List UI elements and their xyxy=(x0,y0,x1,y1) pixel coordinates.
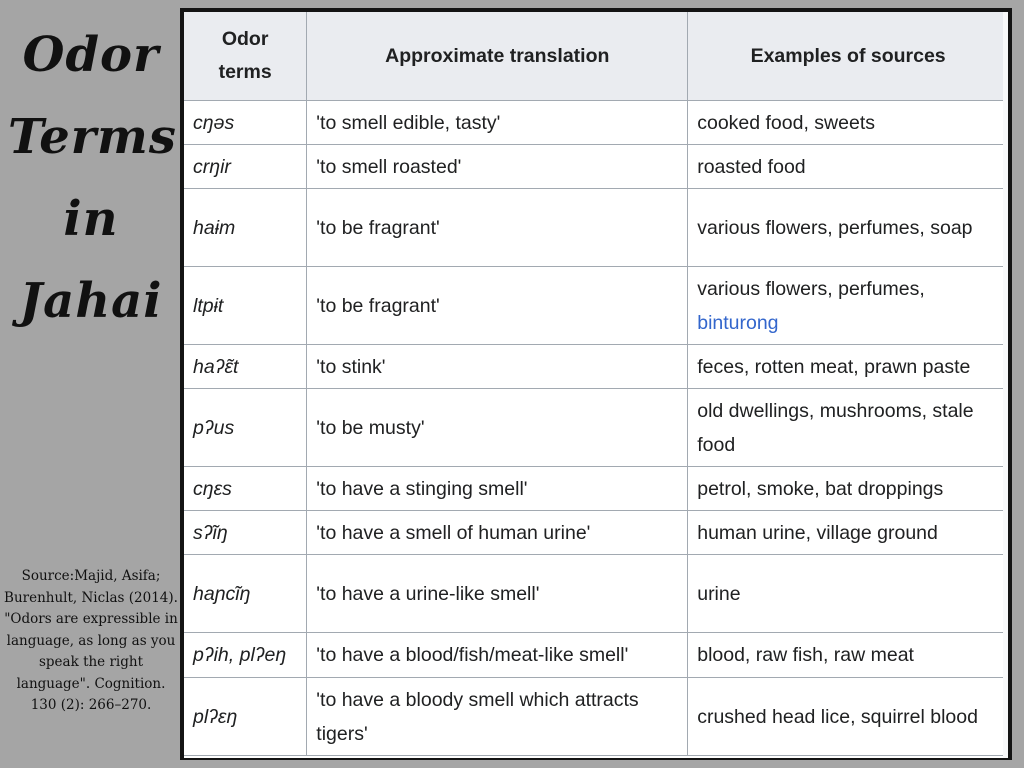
header-sources: Examples of sources xyxy=(688,12,1008,101)
sources: various flowers, perfumes, soap xyxy=(688,189,1008,267)
translation: 'to smell roasted' xyxy=(307,145,688,189)
table-row xyxy=(184,555,1008,633)
source-citation: Source:Majid, Asifa; Burenhult, Niclas (2014). "Odors are expressible in language, as long as you speak the right language". Cognition. 130 (2): 266–270. xyxy=(4,568,178,713)
odor-term: plʔɛŋ xyxy=(184,678,307,756)
table-row xyxy=(184,345,1008,389)
odor-terms-table xyxy=(184,12,1008,756)
sources: crushed head lice, squirrel blood xyxy=(688,678,1008,756)
sources: roasted food xyxy=(688,145,1008,189)
translation: 'to have a smell of human urine' xyxy=(307,511,688,555)
odor-term: crŋir xyxy=(184,145,307,189)
translation: 'to smell edible, tasty' xyxy=(307,101,688,145)
odor-term: pʔih, plʔeŋ xyxy=(184,633,307,678)
table-row xyxy=(184,678,1008,756)
table-row xyxy=(184,189,1008,267)
title-line: in xyxy=(63,191,119,247)
translation: 'to have a urine-like smell' xyxy=(307,555,688,633)
table-row xyxy=(184,467,1008,511)
header-row xyxy=(184,12,1008,101)
translation: 'to have a stinging smell' xyxy=(307,467,688,511)
translation: 'to be fragrant' xyxy=(307,189,688,267)
sources: blood, raw fish, raw meat xyxy=(688,633,1008,678)
translation: 'to be musty' xyxy=(307,389,688,467)
sources: feces, rotten meat, prawn paste xyxy=(688,345,1008,389)
translation: 'to be fragrant' xyxy=(307,267,688,345)
table-frame xyxy=(180,8,1012,760)
title-line: Jahai xyxy=(19,273,163,329)
odor-term: sʔĩŋ xyxy=(184,511,307,555)
sources: various flowers, perfumes, xyxy=(697,277,925,300)
sources: cooked food, sweets xyxy=(688,101,1008,145)
translation: 'to have a blood/fish/meat-like smell' xyxy=(307,633,688,678)
sources-cell xyxy=(688,267,1008,345)
translation: 'to stink' xyxy=(307,345,688,389)
table-row xyxy=(184,511,1008,555)
binturong-link[interactable]: binturong xyxy=(697,311,779,334)
table-container xyxy=(184,12,1008,758)
odor-term: haɨm xyxy=(184,189,307,267)
header-translation: Approximate translation xyxy=(307,12,688,101)
table-row xyxy=(184,389,1008,467)
sources: urine xyxy=(688,555,1008,633)
odor-term: ltpɨt xyxy=(184,267,307,345)
page-title xyxy=(8,14,177,342)
odor-term: pʔus xyxy=(184,389,307,467)
table-row xyxy=(184,145,1008,189)
sources: old dwellings, mushrooms, stale food xyxy=(688,389,1008,467)
title-line: Odor xyxy=(22,27,160,83)
header-odor-terms: Odor terms xyxy=(184,12,307,101)
sources: human urine, village ground xyxy=(688,511,1008,555)
table-row xyxy=(184,267,1008,345)
odor-term: cŋəs xyxy=(184,101,307,145)
table-overflow-edge xyxy=(1003,12,1008,758)
sources: petrol, smoke, bat droppings xyxy=(688,467,1008,511)
table-row xyxy=(184,633,1008,678)
translation: 'to have a bloody smell which attracts tigers' xyxy=(307,678,688,756)
odor-term: haɲcĩŋ xyxy=(184,555,307,633)
odor-term: haʔɛ̃t xyxy=(184,345,307,389)
title-line: Terms xyxy=(8,109,177,165)
odor-term: cŋɛs xyxy=(184,467,307,511)
table-row xyxy=(184,101,1008,145)
